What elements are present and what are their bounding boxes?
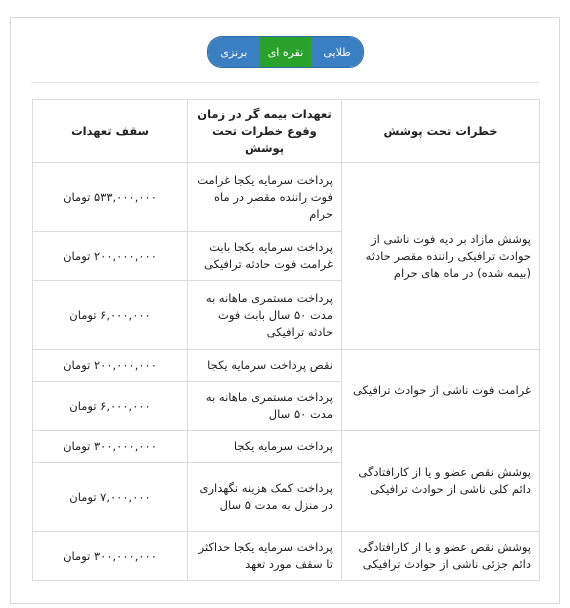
coverage-cell: پرداخت کمک هزینه نگهداری در منزل به مدت ۵ سال xyxy=(188,463,342,532)
header-coverage: تعهدات بیمه گر در زمان وقوع خطرات تحت پوشش xyxy=(188,100,342,163)
tab-gold[interactable]: طلایی xyxy=(311,37,363,67)
coverage-cell: نقص پرداخت سرمایه یکجا xyxy=(188,350,342,382)
risk-cell: غرامت فوت ناشی از حوادث ترافیکی xyxy=(342,350,540,431)
risk-cell: پوشش نقص عضو و یا از کارافتادگی دائم جزئی ناشی از حوادث ترافیکی xyxy=(342,532,540,581)
table-row xyxy=(33,350,540,382)
table-row xyxy=(33,163,540,232)
header-cap: سقف تعهدات xyxy=(33,100,188,163)
cap-cell: ۶,۰۰۰,۰۰۰ تومان xyxy=(33,382,188,431)
coverage-cell: پرداخت سرمایه یکجا حداکثر تا سقف مورد تعهد xyxy=(188,532,342,581)
risk-cell: پوشش مازاد بر دیه فوت ناشی از حوادث ترافیکی راننده مقصر حادثه (بیمه شده) در ماه های حرام xyxy=(342,163,540,350)
coverage-cell: پرداخت مستمری ماهانه به مدت ۵۰ سال xyxy=(188,382,342,431)
cap-cell: ۳۰۰,۰۰۰,۰۰۰ تومان xyxy=(33,532,188,581)
divider xyxy=(31,82,539,83)
cap-cell: ۲۰۰,۰۰۰,۰۰۰ تومان xyxy=(33,350,188,382)
table-row xyxy=(33,431,540,463)
insurance-plan-card xyxy=(10,17,560,604)
coverage-cell: پرداخت سرمایه یکجا xyxy=(188,431,342,463)
cap-cell: ۷,۰۰۰,۰۰۰ تومان xyxy=(33,463,188,532)
tab-bronze[interactable]: برنزی xyxy=(208,37,260,67)
coverage-cell: پرداخت سرمایه یکجا بابت غرامت فوت حادثه ترافیکی xyxy=(188,232,342,281)
coverage-cell: پرداخت مستمری ماهانه به مدت ۵۰ سال بابت فوت حادثه ترافیکی xyxy=(188,281,342,350)
coverage-table xyxy=(32,99,540,581)
risk-cell: پوشش نقص عضو و یا از کارافتادگی دائم کلی ناشی از حوادث ترافیکی xyxy=(342,431,540,532)
table-row xyxy=(33,532,540,581)
coverage-cell: پرداخت سرمایه یکجا غرامت فوت راننده مقصر در ماه حرام xyxy=(188,163,342,232)
header-risk: خطرات تحت پوشش xyxy=(342,100,540,163)
cap-cell: ۳۰۰,۰۰۰,۰۰۰ تومان xyxy=(33,431,188,463)
cap-cell: ۲۰۰,۰۰۰,۰۰۰ تومان xyxy=(33,232,188,281)
plan-tabs xyxy=(207,36,364,68)
table-header-row xyxy=(33,100,540,163)
tab-silver[interactable]: نقره ای xyxy=(260,37,312,67)
cap-cell: ۶,۰۰۰,۰۰۰ تومان xyxy=(33,281,188,350)
cap-cell: ۵۳۳,۰۰۰,۰۰۰ تومان xyxy=(33,163,188,232)
